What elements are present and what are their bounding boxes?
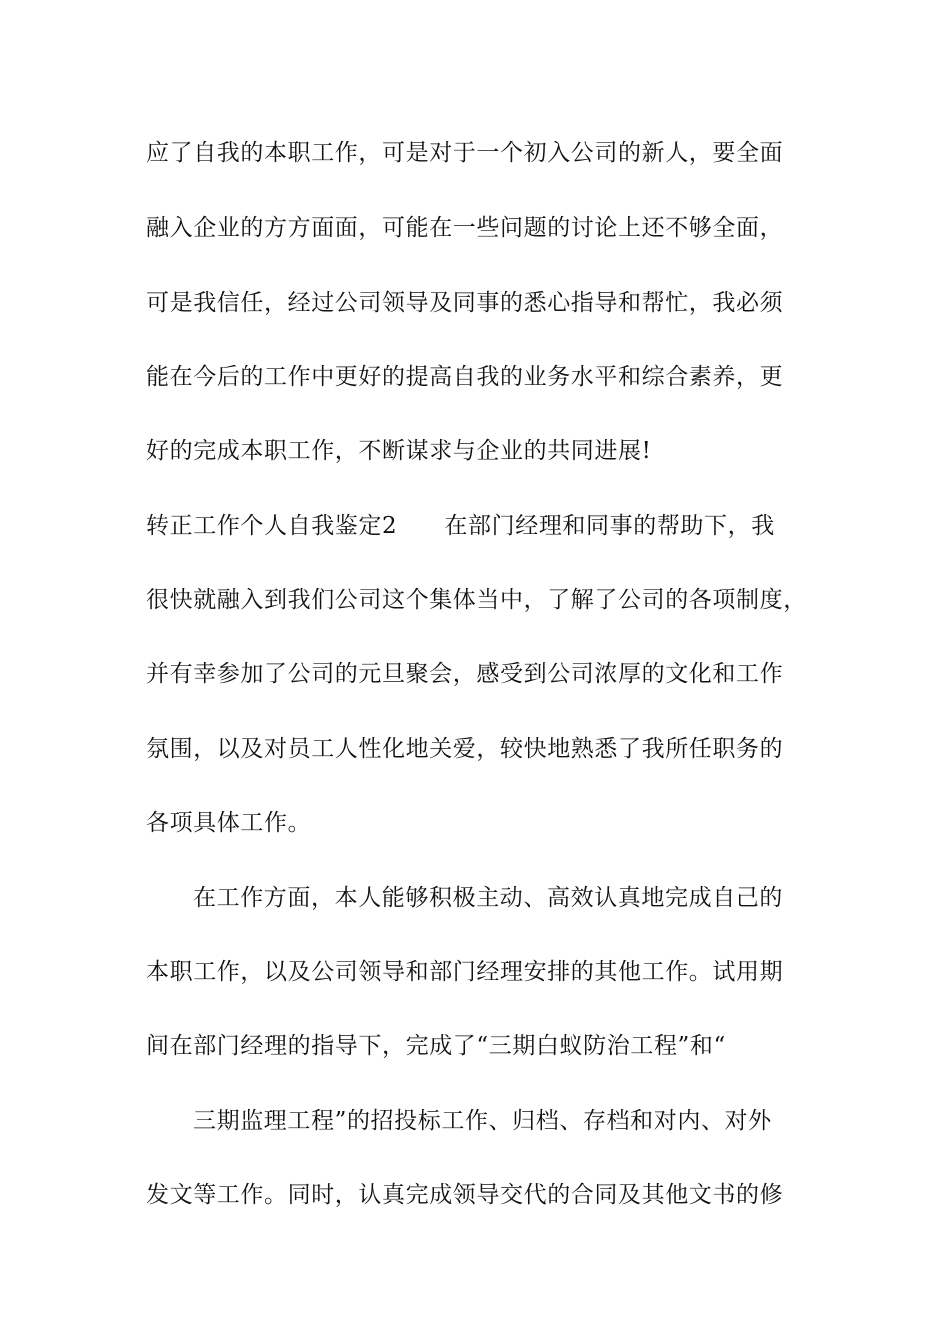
text-line: 应了自我的本职工作，可是对于一个初入公司的新人，要全面 <box>146 140 784 166</box>
text-line: 能在今后的工作中更好的提高自我的业务水平和综合素养，更 <box>146 364 784 390</box>
text-line: 间在部门经理的指导下，完成了“三期白蚁防治工程”和“ <box>146 1033 726 1059</box>
text-line: 可是我信任，经过公司领导及同事的悉心指导和帮忙，我必须 <box>146 290 784 316</box>
text-line: 好的完成本职工作，不断谋求与企业的共同进展! <box>146 438 652 464</box>
text-line: 发文等工作。同时，认真完成领导交代的合同及其他文书的修 <box>146 1182 784 1208</box>
text-line: 各项具体工作。 <box>146 810 312 836</box>
text-line: 氛围，以及对员工人性化地关爱，较快地熟悉了我所任职务的 <box>146 736 784 762</box>
text-line: 本职工作，以及公司领导和部门经理安排的其他工作。试用期 <box>146 959 784 985</box>
text-line: 融入企业的方方面面，可能在一些问题的讨论上还不够全面， <box>146 215 784 241</box>
text-line: 很快就融入到我们公司这个集体当中，了解了公司的各项制度， <box>146 587 807 613</box>
text-line: 三期监理工程”的招投标工作、归档、存档和对内、对外 <box>193 1108 772 1134</box>
section-heading-line: 转正工作个人自我鉴定2 在部门经理和同事的帮助下，我 <box>146 513 775 539</box>
text-line: 并有幸参加了公司的元旦聚会，感受到公司浓厚的文化和工作 <box>146 661 784 687</box>
paragraph-start-line: 在工作方面，本人能够积极主动、高效认真地完成自己的 <box>193 885 783 911</box>
